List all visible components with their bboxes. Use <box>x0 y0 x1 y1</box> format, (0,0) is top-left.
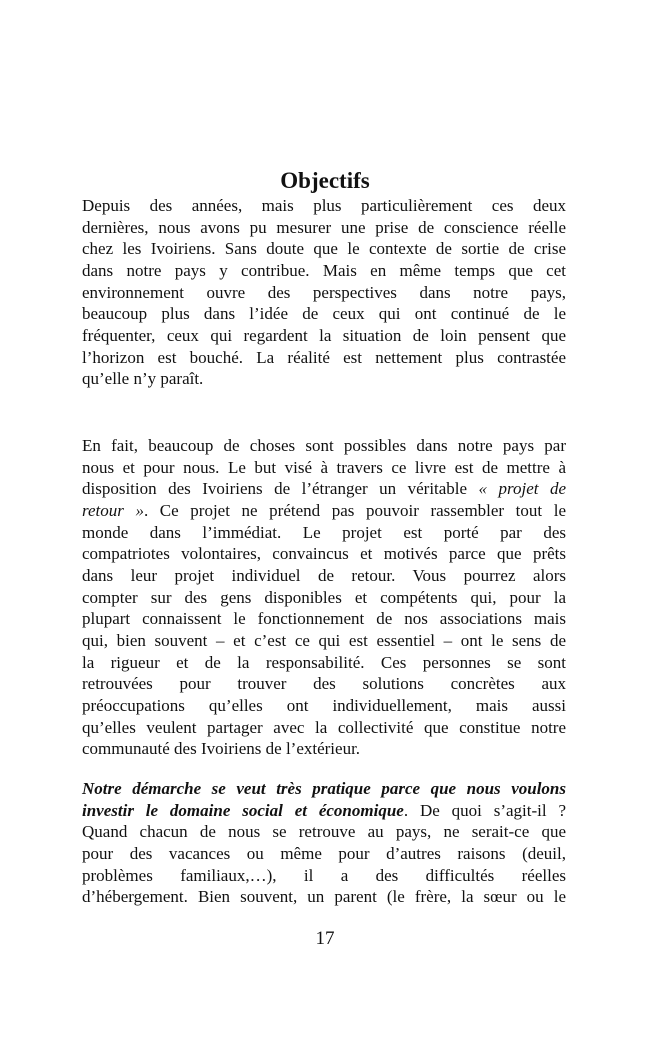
body-text: Depuis des années, mais plus particulièrement ces deux <box>82 196 566 215</box>
text-line <box>82 195 566 217</box>
text-line <box>82 565 566 587</box>
body-text: dans notre pays y contribue. Mais en même temps que cet <box>82 260 566 280</box>
body-text: . Ce projet ne prétend pas pouvoir rassembler tout le <box>143 500 566 520</box>
text-line <box>82 587 566 609</box>
body-text: d’hébergement. Bien souvent, un parent (le frère, la sœur ou le <box>82 887 566 907</box>
body-text: problèmes familiaux,…), il a des difficultés réelles <box>82 865 566 885</box>
body-text: dernières, nous avons pu mesurer une prise de conscience réelle <box>82 217 566 237</box>
body-text: retrouvées pour trouver des solutions concrètes aux <box>82 674 566 694</box>
text-line <box>82 886 566 908</box>
text-line <box>82 457 566 479</box>
emphasized-text: Notre démarche se veut très pratique parce que nous voulons <box>82 779 566 798</box>
text-line <box>82 821 566 843</box>
body-text: plupart connaissent le fonctionnement de nos associations mais <box>82 609 566 629</box>
emphasized-text: « projet de <box>478 479 566 499</box>
paragraph-2 <box>82 435 566 760</box>
text-line <box>82 843 566 865</box>
body-text: disposition des Ivoiriens de l’étranger un véritable <box>82 479 479 499</box>
emphasized-text: retour » <box>82 500 144 520</box>
text-line <box>82 500 566 522</box>
paragraph-3 <box>82 778 566 908</box>
text-line <box>82 435 566 457</box>
text-line <box>82 717 566 739</box>
text-line <box>82 695 566 717</box>
body-text: compatriotes volontaires, convaincus et motivés parce que prêts <box>82 544 566 564</box>
paragraph-1 <box>82 195 566 390</box>
text-line <box>82 630 566 652</box>
body-text: qu’elle n’y paraît. <box>82 369 204 389</box>
body-text: . De quoi s’agit-il ? <box>403 800 567 820</box>
emphasized-text: investir le domaine social et économique <box>82 800 404 820</box>
text-line <box>82 368 566 390</box>
body-text: qui, bien souvent – et c’est ce qui est essentiel – ont le sens de <box>82 630 566 650</box>
body-text: fréquenter, ceux qui regardent la situation de loin pensent que <box>82 325 566 345</box>
text-line <box>82 238 566 260</box>
body-text: qu’elles veulent partager avec la collectivité que constitue notre <box>82 717 566 737</box>
text-line <box>82 778 566 800</box>
body-text: nous et pour nous. Le but visé à travers ce livre est de mettre à <box>82 457 566 477</box>
body-text: environnement ouvre des perspectives dans notre pays, <box>82 282 566 302</box>
section-title: Objectifs <box>280 168 370 193</box>
body-text: beaucoup plus dans l’idée de ceux qui ont continué de le <box>82 304 566 324</box>
text-line <box>82 478 566 500</box>
body-text: préoccupations qu’elles ont individuellement, mais aussi <box>82 695 566 715</box>
page-number: 17 <box>315 928 335 949</box>
body-text: compter sur des gens disponibles et compétents qui, pour la <box>82 587 566 607</box>
body-text: monde dans l’immédiat. Le projet est porté par des <box>82 522 566 542</box>
text-line <box>82 738 566 760</box>
text-line <box>82 800 566 822</box>
text-line <box>82 325 566 347</box>
text-line <box>82 260 566 282</box>
body-text: l’horizon est bouché. La réalité est nettement plus contrastée <box>82 347 566 367</box>
text-line <box>82 217 566 239</box>
body-text: la rigueur et de la responsabilité. Ces personnes se sont <box>82 652 566 672</box>
text-line <box>82 608 566 630</box>
text-line <box>82 652 566 674</box>
text-line <box>82 865 566 887</box>
text-line <box>82 522 566 544</box>
body-text: dans leur projet individuel de retour. Vous pourrez alors <box>82 565 566 585</box>
text-line <box>82 673 566 695</box>
text-line <box>82 303 566 325</box>
body-text: chez les Ivoiriens. Sans doute que le contexte de sortie de crise <box>82 239 566 259</box>
body-text: Quand chacun de nous se retrouve au pays, ne serait-ce que <box>82 822 566 842</box>
body-text: communauté des Ivoiriens de l’extérieur. <box>82 739 361 759</box>
body-text: pour des vacances ou même pour d’autres raisons (deuil, <box>82 843 566 863</box>
body-text: En fait, beaucoup de choses sont possibles dans notre pays par <box>82 436 566 455</box>
text-line <box>82 543 566 565</box>
text-line <box>82 282 566 304</box>
text-line <box>82 347 566 369</box>
